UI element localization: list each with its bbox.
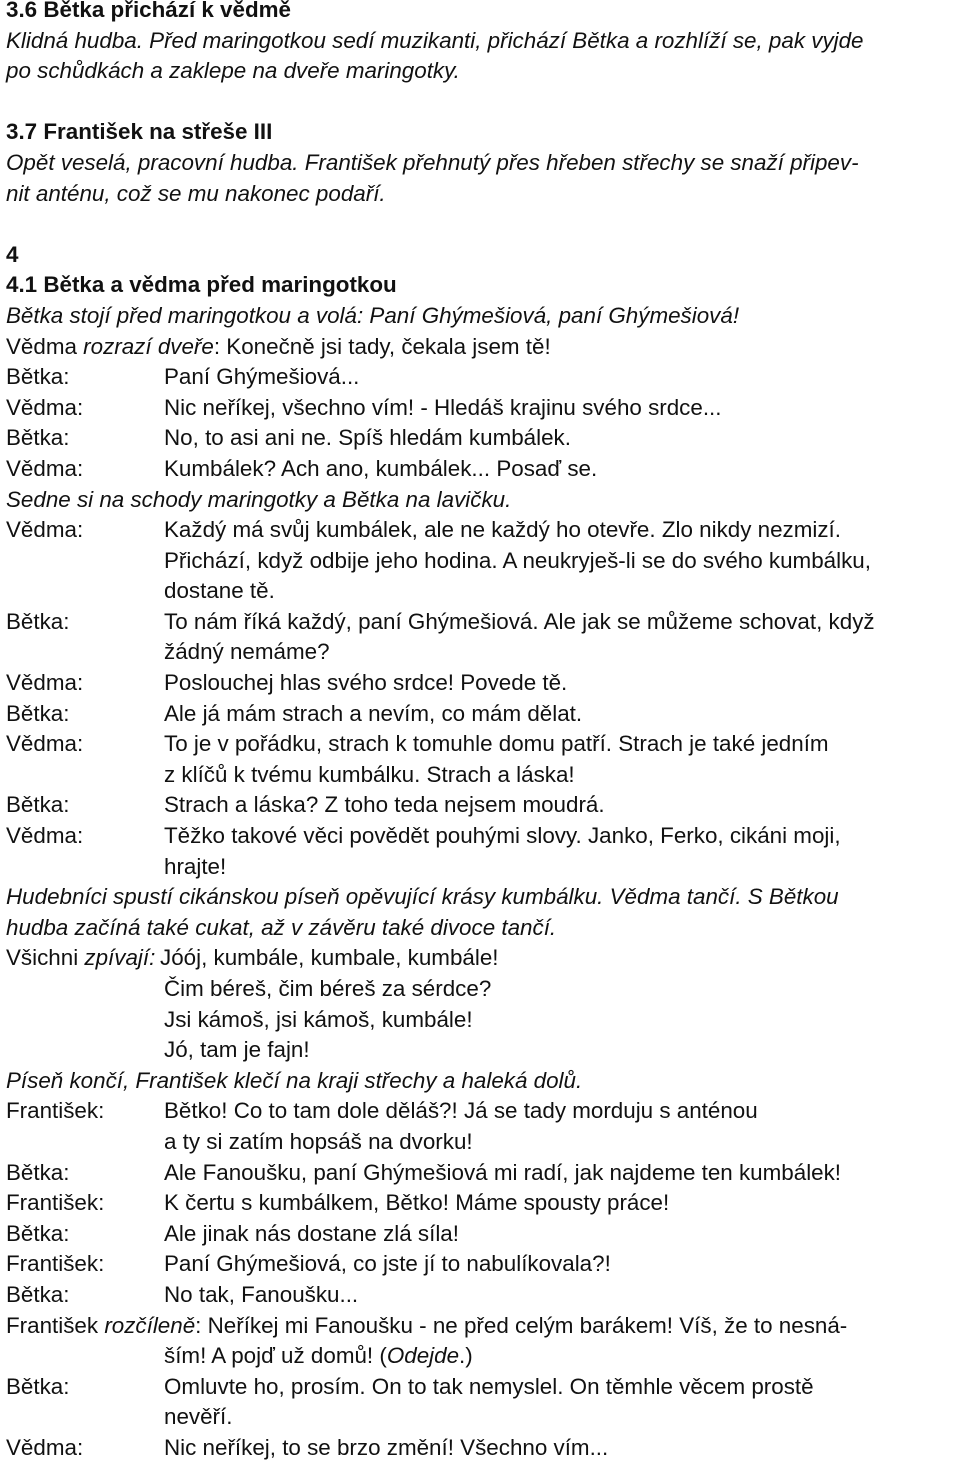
speaker-label: Bětka: [6, 1373, 70, 1399]
dialogue-text [164, 699, 958, 730]
dialogue-text: : Neříkej mi Fanoušku - ne před celým barákem! Víš, že to nesná- [195, 1312, 848, 1338]
dialogue-row [6, 423, 958, 454]
speaker-label: František: [6, 1098, 105, 1124]
dialogue-text [164, 668, 958, 699]
speaker-label: František: [6, 1251, 105, 1277]
speaker-label: Bětka: [6, 1220, 70, 1246]
dialogue-text [164, 607, 958, 668]
dialogue-line: Kumbálek? Ach ano, kumbálek... Posaď se. [164, 455, 598, 481]
stage-direction-sit: Sedne si na schody maringotky a Bětka na lavičku. [6, 486, 512, 512]
speaker-label: Vědma: [6, 1434, 84, 1460]
dialogue-text [164, 515, 958, 607]
song-speaker [6, 943, 164, 1065]
dialogue-text [164, 1219, 958, 1250]
speaker-label: Vědma: [6, 731, 84, 757]
speaker-direction: zpívají: [84, 945, 156, 971]
dialogue-text [164, 393, 958, 424]
dialogue-line: Přichází, když odbije jeho hodina. A neukryješ-li se do svého kumbálku, [164, 547, 871, 573]
dialogue-line: Poslouchej hlas svého srdce! Povede tě. [164, 670, 568, 696]
speaker-label: Bětka: [6, 364, 70, 390]
stage-direction-music: Hudebníci spustí cikánskou píseň opěvující krásy kumbálku. Vědma tančí. S Bětkou [6, 884, 839, 910]
dialogue-block-3 [6, 1096, 958, 1310]
stage-direction-end: Píseň končí, František klečí na kraji střechy a haleká dolů. [6, 1067, 583, 1093]
dialogue-row [6, 790, 958, 821]
speaker-name: František [6, 1312, 105, 1338]
speaker-name: Všichni [6, 945, 85, 971]
dialogue-text [164, 1280, 958, 1311]
song-line: Čim béreš, čim béreš za sérdce? [164, 976, 492, 1001]
dialogue-line: Nic neříkej, to se brzo změní! Všechno vím... [164, 1434, 609, 1460]
dialogue-line: Ale já mám strach a nevím, co mám dělat. [164, 700, 583, 726]
dialogue-row [6, 1188, 958, 1219]
dialogue-line: K čertu s kumbálkem, Bětko! Máme spousty práce! [164, 1190, 670, 1216]
dialogue-row [6, 1372, 958, 1433]
dialogue-line: Ale Fanoušku, paní Ghýmešiová mi radí, jak najdeme ten kumbálek! [164, 1159, 842, 1185]
dialogue-text [164, 362, 958, 393]
song-line: Jsi kámoš, jsi kámoš, kumbále! [164, 1006, 473, 1032]
dialogue-text [164, 729, 958, 790]
intro-line-vedma [6, 332, 958, 363]
dialogue-text [164, 1249, 958, 1280]
dialogue-row [6, 1249, 958, 1280]
script-page [6, 0, 958, 1464]
dialogue-line: Strach a láska? Z toho teda nejsem moudrá. [164, 792, 605, 818]
speaker-label: Vědma: [6, 823, 84, 849]
speaker-label: Vědma: [6, 394, 84, 420]
dialogue-line: dostane tě. [164, 578, 275, 604]
dialogue-row [6, 362, 958, 393]
dialogue-line: žádný nemáme? [164, 639, 330, 665]
dialogue-row [6, 515, 958, 607]
stage-direction: Klidná hudba. Před maringotkou sedí muzikanti, přichází Bětka a rozhlíží se, pak vyjde [6, 27, 864, 53]
song-lyrics [160, 943, 958, 1065]
speaker-direction: rozčíleně [104, 1312, 196, 1338]
song-block [6, 943, 958, 1065]
dialogue-line: Nic neříkej, všechno vím! - Hledáš krajinu svého srdce... [164, 394, 722, 420]
dialogue-text [164, 454, 958, 485]
dialogue-fragment: : Konečně jsi tady, čekala jsem tě! [213, 333, 551, 359]
dialogue-block-4 [6, 1372, 958, 1464]
dialogue-line: hrajte! [164, 853, 227, 879]
stage-direction: Opět veselá, pracovní hudba. František přehnutý přes hřeben střechy se snaží připev- [6, 149, 859, 175]
dialogue-row [6, 393, 958, 424]
dialogue-line: nevěří. [164, 1404, 233, 1430]
spacer [6, 209, 958, 240]
dialogue-text [164, 1158, 958, 1189]
section-heading-4-1: 4.1 Bětka a vědma před maringotkou [6, 272, 397, 298]
dialogue-line: No tak, Fanoušku... [164, 1281, 359, 1307]
dialogue-line: a ty si zatím hopsáš na dvorku! [164, 1128, 473, 1154]
song-line: Jó, tam je fajn! [164, 1037, 310, 1063]
stage-direction-fragment: Bětka stojí před maringotkou a volá: [6, 302, 364, 328]
stage-direction-fragment: Odejde [386, 1343, 460, 1369]
song-line: Jóój, kumbále, kumbale, kumbále! [160, 945, 499, 971]
stage-direction: nit anténu, což se mu nakonec podaří. [6, 180, 386, 206]
dialogue-line: Bětko! Co to tam dole děláš?! Já se tady morduju s anténou [164, 1098, 758, 1124]
dialogue-line: No, to asi ani ne. Spíš hledám kumbálek. [164, 425, 571, 451]
stage-direction: po schůdkách a zaklepe na dveře maringotky. [6, 58, 460, 84]
speaker-label: Vědma: [6, 517, 84, 543]
speaker-label: Bětka: [6, 700, 70, 726]
dialogue-row [6, 1158, 958, 1189]
dialogue-block-1 [6, 362, 958, 484]
section-heading-3-6: 3.6 Bětka přichází k vědmě [6, 0, 291, 22]
dialogue-text [164, 1188, 958, 1219]
dialogue-line: To nám říká každý, paní Ghýmešiová. Ale jak se můžeme schovat, když [164, 608, 875, 634]
speaker-label: Bětka: [6, 425, 70, 451]
speaker-label: Bětka: [6, 1281, 70, 1307]
dialogue-text [164, 1372, 958, 1433]
dialogue-block-2 [6, 515, 958, 882]
dialogue-row [6, 668, 958, 699]
speaker-label: Bětka: [6, 608, 70, 634]
frantisek-angry-continuation [6, 1341, 958, 1372]
speaker-label: Bětka: [6, 1159, 70, 1185]
dialogue-text [164, 1433, 958, 1464]
speaker-label: Vědma: [6, 670, 84, 696]
speaker-label: Vědma: [6, 455, 84, 481]
dialogue-row [6, 454, 958, 485]
dialogue-line: Paní Ghýmešiová... [164, 364, 360, 390]
dialogue-row [6, 1280, 958, 1311]
dialogue-fragment: Paní Ghýmešiová, paní Ghýmešiová! [363, 302, 740, 328]
dialogue-text: .) [459, 1343, 473, 1369]
dialogue-text [164, 821, 958, 882]
dialogue-text: ším! A pojď už domů! ( [164, 1343, 387, 1369]
dialogue-row [6, 1096, 958, 1157]
dialogue-row [6, 821, 958, 882]
dialogue-line: Paní Ghýmešiová, co jste jí to nabulíkovala?! [164, 1251, 611, 1277]
speaker-fragment: Vědma [6, 333, 84, 359]
stage-direction-fragment: rozrazí dveře [83, 333, 214, 359]
dialogue-row [6, 729, 958, 790]
dialogue-row [6, 607, 958, 668]
dialogue-text [164, 1096, 958, 1157]
intro-line-betka [6, 301, 958, 332]
dialogue-line: To je v pořádku, strach k tomuhle domu patří. Strach je také jedním [164, 731, 829, 757]
stage-direction-music: hudba začíná také cukat, až v závěru také divoce tančí. [6, 914, 557, 940]
dialogue-row [6, 1433, 958, 1464]
section-heading-3-7: 3.7 František na střeše III [6, 119, 273, 145]
dialogue-text [164, 790, 958, 821]
chapter-heading-4: 4 [6, 241, 19, 267]
spacer [6, 87, 958, 118]
dialogue-row [6, 1219, 958, 1250]
dialogue-line: Každý má svůj kumbálek, ale ne každý ho otevře. Zlo nikdy nezmizí. [164, 517, 841, 543]
dialogue-line: Omluvte ho, prosím. On to tak nemyslel. On těmhle věcem prostě [164, 1373, 814, 1399]
dialogue-row [6, 699, 958, 730]
dialogue-line: z klíčů k tvému kumbálku. Strach a láska! [164, 761, 575, 787]
speaker-label: Bětka: [6, 792, 70, 818]
dialogue-line: Těžko takové věci povědět pouhými slovy. Janko, Ferko, cikáni moji, [164, 823, 841, 849]
speaker-label: František: [6, 1190, 105, 1216]
dialogue-text [164, 423, 958, 454]
dialogue-line: Ale jinak nás dostane zlá síla! [164, 1220, 459, 1246]
frantisek-angry-line [6, 1311, 958, 1342]
